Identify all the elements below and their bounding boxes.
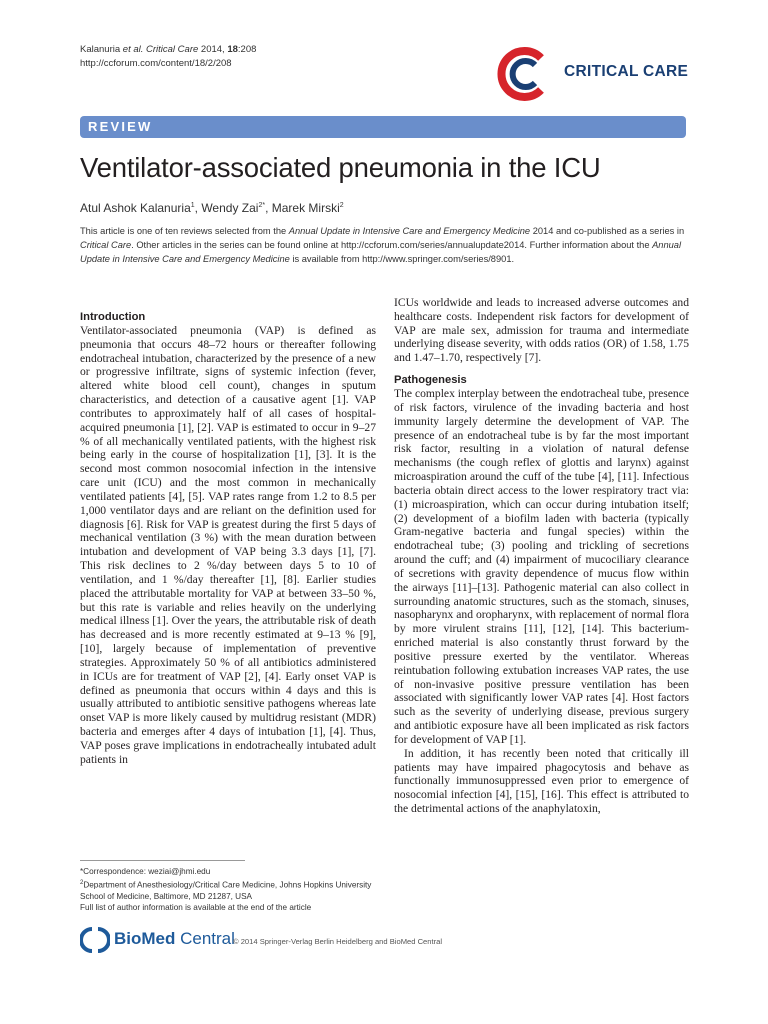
section-type-bar	[80, 116, 686, 138]
section-type-label: REVIEW	[88, 119, 153, 134]
citation-year: 2014,	[198, 44, 228, 55]
section-heading-pathogenesis: Pathogenesis	[394, 374, 467, 387]
copyright-notice: © 2014 Springer-Verlag Berlin Heidelberg and BioMed Central	[233, 937, 443, 946]
paragraph: Ventilator-associated pneumonia (VAP) is defined as pneumonia that occurs 48–72 hours or thereafter following endotracheal intubation, characterized by the presence of a new or progressive infiltrate, signs of systemic infection (fever, altered white blood cell count), changes in sputum characteristics, and detection of a causative agent [1]. VAP contributes to approximately half of all cases of hospital-acquired pneumonia [1], [2]. VAP is estimated to occur in 9–27 % of all mechanically ventilated patients, with the highest risk being early in the course of hospitalization [1], [3]. It is the second most common nosocomial infection in the intensive care unit (ICU) and the most common in mechanically ventilated patients [4], [5]. VAP rates range from 1.2 to 8.5 per 1,000 ventilator days and are reliant on the definition used for diagnosis [6]. Risk for VAP is greatest during the first 5 days of mechanical ventilation (3 %) with the mean duration between intubation and development of VAP being 3.3 days [1], [7]. This risk declines to 2 %/day between days 5 to 10 of ventilation, and 1 %/day thereafter [1], [8]. Earlier studies placed the attributable mortality for VAP at between 33–50 %, but this rate is variable and relies heavily on the underlying medical illness [1]. Over the years, the attributable risk of death has decreased and is more recently estimated at 9–13 % [9], [10], largely because of implementation of preventive strategies. Approximately 50 % of all antibiotics administered in ICUs are for treatment of VAP [2], [4]. Early onset VAP is defined as pneumonia that occurs within 4 days and this is usually attributed to antibiotic sensitive pathogens whereas late onset VAP is more likely caused by multidrug resistant (MDR) bacteria and emerges after 4 days of intubation [1], [4]. Thus, VAP poses grave implications in endotracheally intubated adult patients in	[80, 324, 376, 766]
affiliation-marker: 2	[80, 879, 84, 886]
critical-care-logo	[497, 46, 697, 98]
paragraph: In addition, it has recently been noted that critically ill patients may have impaired phagocytosis and behave as functionally immunosuppressed even prior to emergence of nosocomial infection [4], [15], [16]. This effect is attributed to the detrimental actions of the anaphylatoxin,	[394, 746, 689, 815]
series-note-book-title: Annual Update in Intensive Care and Emergency Medicine	[288, 226, 531, 236]
series-note-text: 2014 and co-published as a series in	[530, 226, 685, 236]
biomed-central-emblem-icon	[80, 926, 110, 954]
publisher-name	[114, 929, 235, 949]
series-note	[80, 224, 690, 267]
series-note-book-title: Annual Update in Intensive Care and Emergency Medicine	[80, 240, 682, 265]
article-url[interactable]: http://ccforum.com/content/18/2/208	[80, 58, 232, 69]
series-note-text: is available from http://www.springer.com/series/8901.	[289, 254, 515, 265]
paragraph: ICUs worldwide and leads to increased adverse outcomes and healthcare costs. Independent risk factors for development of VAP are male sex, admission for trauma and intermediate underlying disease severity, with odds ratios (OR) of 1.58, 1.75 and 1.47–1.70, respectively [7].	[394, 296, 689, 365]
author-affiliation-marker: 2*	[258, 202, 266, 209]
author-info-note: Full list of author information is available at the end of the article	[80, 903, 312, 913]
affiliation-text: Department of Anesthesiology/Critical Care Medicine, Johns Hopkins University	[83, 880, 372, 890]
correspondence-email[interactable]: *Correspondence: weziai@jhmi.edu	[80, 867, 211, 876]
footnotes	[80, 866, 380, 914]
series-note-text: . Other articles in the series can be found online at http://ccforum.com/series/annualupdate2014. Further information about the	[131, 240, 653, 251]
citation-page: :208	[237, 44, 257, 55]
author-name: , Wendy Zai	[194, 201, 259, 215]
affiliation-address: School of Medicine, Baltimore, MD 21287, USA	[80, 891, 253, 901]
biomed-central-logo	[80, 926, 240, 954]
citation-authors: Kalanuria	[80, 44, 123, 55]
critical-care-c-icon	[497, 46, 559, 102]
citation-volume: 18	[227, 44, 238, 55]
author-list	[80, 201, 344, 215]
body-column-right	[394, 296, 689, 816]
author-name: Atul Ashok Kalanuria	[80, 201, 191, 215]
section-heading-introduction: Introduction	[80, 311, 146, 323]
body-column-left	[80, 310, 376, 767]
affiliation	[80, 878, 380, 891]
author-affiliation-marker: 1	[190, 202, 195, 209]
author-name: , Marek Mirski	[265, 201, 340, 215]
article-citation	[80, 43, 256, 71]
series-note-journal: Critical Care	[80, 240, 132, 251]
author-affiliation-marker: 2	[339, 202, 344, 209]
journal-name: CRITICAL CARE	[564, 63, 689, 80]
series-note-text: This article is one of ten reviews selected from the	[80, 226, 289, 236]
citation-journal: et al. Critical Care	[122, 44, 199, 55]
footnote-divider	[80, 860, 245, 861]
paragraph: The complex interplay between the endotracheal tube, presence of risk factors, virulence of the invading bacteria and host immunity largely determine the development of VAP. The presence of an endotracheal tube is by far the most important risk factor, resulting in a violation of natural defense mechanisms (the cough reflex of glottis and larynx) against microaspiration around the cuff of the tube [4], [11]. Infectious bacteria obtain direct access to the lower respiratory tract via: (1) microaspiration, which can occur during intubation itself; (2) development of a biofilm laden with bacteria (typically Gram-negative bacteria and fungal species) within the endotracheal tube; (3) pooling and trickling of secretions around the cuff; and (4) impairment of mucociliary clearance of secretions with gravity dependence of mucus flow within the airways [11]–[13]. Pathogenic material can also collect in surrounding anatomic structures, such as the stomach, sinuses, nasopharynx and oropharynx, with replacement of normal flora by more virulent strains [11], [12], [14]. This bacterium-enriched material is also constantly thrust forward by the positive pressure exerted by the ventilator. Whereas reintubation following extubation increases VAP rates, the use of non-invasive positive pressure ventilation has been associated with significantly lower VAP rates [4]. Host factors such as the severity of underlying disease, previous surgery and antibiotic exposure have all been implicated as risk factors for development of VAP [1].	[394, 387, 689, 746]
article-title: Ventilator-associated pneumonia in the ICU	[80, 152, 601, 183]
citation-line	[80, 43, 256, 57]
publisher-name-bio: BioMed	[114, 929, 176, 948]
publisher-name-central: Central	[175, 929, 235, 948]
